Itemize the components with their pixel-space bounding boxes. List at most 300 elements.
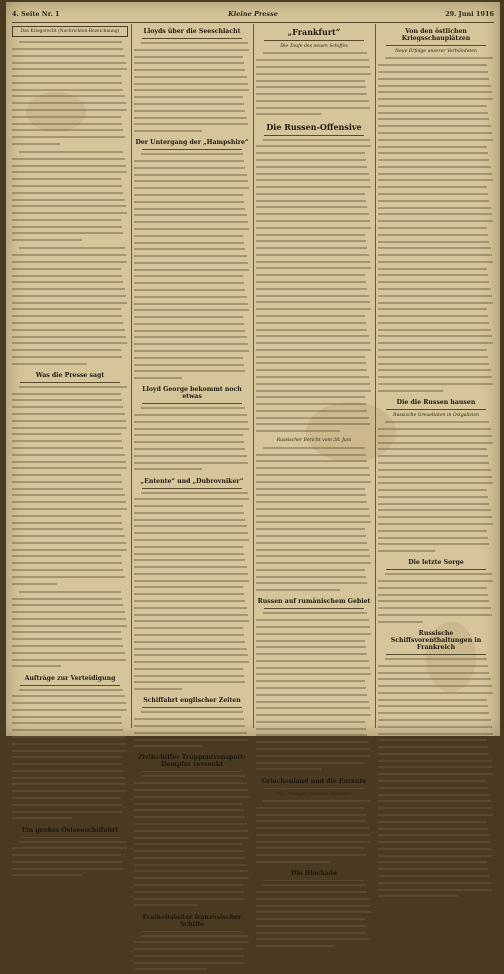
text-line [12,68,128,73]
text-line [256,86,372,91]
headline-divider [142,403,242,404]
text-line [378,125,494,130]
text-line [378,794,494,799]
text-line [378,509,494,514]
text-line [12,689,128,694]
article-body [378,421,494,555]
text-line [378,600,494,605]
text-line [12,247,128,252]
text-line [256,619,372,624]
text-line [134,492,250,497]
article-body [256,612,372,773]
text-line [134,898,250,903]
text-line [134,103,250,108]
text-line [256,905,372,910]
text-line [12,322,128,327]
text-line [12,95,128,100]
text-line [134,546,250,551]
text-line [256,383,372,388]
text-line [12,158,128,163]
text-line [134,89,250,94]
text-line [378,139,494,144]
text-line [134,208,250,213]
text-line [12,549,128,554]
text-line [12,151,128,156]
text-line [134,935,250,940]
text-line [256,410,372,415]
text-line [378,241,494,246]
text-line [378,580,494,585]
text-line [12,123,128,128]
text-line [12,413,128,418]
text-line [378,868,494,873]
text-line [256,322,372,327]
text-line [256,582,372,587]
text-line [134,580,250,585]
text-line [134,593,250,598]
text-line [256,800,372,805]
text-line [12,302,128,307]
text-line [134,775,250,780]
text-line [12,481,128,486]
text-line [378,665,494,670]
text-line [134,303,250,308]
text-line [378,98,494,103]
text-line [256,145,372,150]
text-line [134,201,250,206]
text-line [378,780,494,785]
text-line [378,733,494,738]
article-subheading: Die Taufe des neuen Schiffes [280,44,348,49]
newspaper-page [6,2,500,928]
text-line [134,296,250,301]
text-line [256,100,372,105]
text-line [12,804,128,809]
text-line [256,884,372,889]
text-line [378,349,494,354]
article-headline: Lloyds über die Seeschlacht [143,28,241,35]
text-line [378,523,494,528]
article-headline: Die Russen-Offensive [266,121,362,132]
text-line [256,308,372,313]
text-line [378,322,494,327]
text-line [12,729,128,734]
text-line [12,192,128,197]
text-line [134,377,250,382]
text-line [378,247,494,252]
text-line [12,777,128,782]
text-line [134,607,250,612]
text-line [378,179,494,184]
article-body [134,407,250,473]
text-line [256,467,372,472]
text-line [134,194,250,199]
column-3 [256,24,372,878]
article-headline: Lloyd George bekommt noch etwas [142,386,242,401]
text-line [256,59,372,64]
text-line [12,542,128,547]
text-line [256,93,372,98]
text-line [134,255,250,260]
text-line [256,113,372,118]
text-line [134,242,250,247]
article-body [378,658,494,901]
text-line [378,213,494,218]
text-line [134,370,250,375]
text-line [256,521,372,526]
column-4 [378,24,494,728]
text-line [134,282,250,287]
article-body [134,492,250,694]
article-body [256,800,372,866]
text-line [256,281,372,286]
text-line [378,91,494,96]
text-line [378,274,494,279]
text-line [134,573,250,578]
text-line [378,503,494,508]
text-line [12,433,128,438]
text-line [12,591,128,596]
text-line [256,342,372,347]
text-line [134,248,250,253]
text-line [12,406,128,411]
text-line [256,362,372,367]
article-headline: „Frankfurt“ [287,27,341,37]
text-line [256,474,372,479]
text-line [134,675,250,680]
text-line [256,315,372,320]
text-line [12,356,128,361]
text-line [134,130,250,135]
text-line [12,349,128,354]
text-line [134,498,250,503]
text-line [256,206,372,211]
text-line [134,167,250,172]
text-line [378,421,494,426]
text-line [256,535,372,540]
text-line [378,821,494,826]
text-line [12,625,128,630]
text-line [134,782,250,787]
article-headline: Russische Schiffsvorenthaltungen in Frankreich [390,629,482,651]
text-line [378,482,494,487]
text-line [256,152,372,157]
text-line [134,455,250,460]
text-line [378,773,494,778]
text-line [256,349,372,354]
text-line [134,614,250,619]
text-line [12,143,128,148]
text-line [12,62,128,67]
text-line [256,728,372,733]
text-line [256,714,372,719]
text-line [378,268,494,273]
text-line [256,640,372,645]
text-line [256,945,372,950]
text-line [12,165,128,170]
text-line [134,275,250,280]
text-line [134,350,250,355]
text-line [12,604,128,609]
text-line [256,403,372,408]
headline-divider [142,149,242,150]
text-line [134,627,250,632]
text-line [12,386,128,391]
text-line [12,342,128,347]
text-line [134,56,250,61]
text-line [378,587,494,592]
text-line [378,807,494,812]
text-line [134,857,250,862]
text-line [134,830,250,835]
article-body [378,573,494,626]
text-line [134,962,250,967]
text-line [256,569,372,574]
headline-divider [264,788,364,789]
text-line [378,699,494,704]
text-line [256,891,372,896]
column-rule [131,24,132,728]
text-line [378,678,494,683]
text-line [12,268,128,273]
text-line [134,732,250,737]
text-line [256,626,372,631]
text-line [256,329,372,334]
text-line [256,494,372,499]
text-line [256,508,372,513]
text-line [378,875,494,880]
text-line [12,659,128,664]
text-line [134,843,250,848]
text-line [12,528,128,533]
headline-divider [142,707,242,708]
text-line [134,948,250,953]
text-line [256,454,372,459]
text-line [256,139,372,144]
text-line [12,427,128,432]
article-subheading: Russische Greueltaten in Ostgalizien [392,412,479,418]
text-line [378,614,494,619]
text-line [378,57,494,62]
text-line [134,796,250,801]
text-line [134,968,250,973]
page-number: 4. Seite Nr. 1 [12,10,60,18]
text-line [12,82,128,87]
text-line [12,440,128,445]
text-line [134,123,250,128]
text-line [256,193,372,198]
text-line [12,232,128,237]
text-line [378,302,494,307]
text-line [134,343,250,348]
text-line [12,618,128,623]
text-line [256,52,372,57]
text-line [134,309,250,314]
text-line [378,882,494,887]
text-line [256,200,372,205]
text-line [378,889,494,894]
text-line [378,658,494,663]
text-line [256,240,372,245]
article-body [256,139,372,436]
text-line [134,336,250,341]
text-line [12,474,128,479]
text-line [256,488,372,493]
text-line [134,745,250,750]
text-line [12,665,128,670]
text-line [134,462,250,467]
text-line [256,701,372,706]
text-line [378,692,494,697]
text-line [256,633,372,638]
text-line [134,877,250,882]
text-line [12,129,128,134]
text-line [12,494,128,499]
text-line [256,227,372,232]
text-line [256,911,372,916]
text-line [378,152,494,157]
text-line [378,85,494,90]
text-line [378,800,494,805]
text-line [134,316,250,321]
article-body [12,841,128,880]
article-body [134,935,250,974]
text-line [12,48,128,53]
text-line [378,220,494,225]
article-body [12,689,128,823]
headline-divider [20,837,120,838]
text-line [134,955,250,960]
text-line [256,861,372,866]
text-line [134,364,250,369]
text-line [378,760,494,765]
text-line [378,489,494,494]
text-line [134,269,250,274]
text-line [12,790,128,795]
text-line [12,722,128,727]
text-line [378,848,494,853]
text-line [12,841,128,846]
text-line [12,89,128,94]
text-line [378,342,494,347]
text-line [134,76,250,81]
text-line [12,55,128,60]
text-line [378,383,494,388]
text-line [12,254,128,259]
boxed-notice: Das Kriegsrecht (Nachrichten-Bezeichnung) [12,26,128,37]
text-line [256,814,372,819]
text-line [378,193,494,198]
text-line [134,160,250,165]
text-line [256,938,372,943]
text-line [256,501,372,506]
text-line [256,847,372,852]
text-line [378,895,494,900]
text-line [134,654,250,659]
text-line [378,442,494,447]
text-line [134,505,250,510]
text-line [12,420,128,425]
text-line [12,736,128,741]
article-body [134,153,250,382]
text-line [12,763,128,768]
article-headline: Freiheitsleiter französischer Schiffe [142,913,242,928]
text-line [378,573,494,578]
text-line [12,102,128,107]
text-line [256,653,372,658]
text-line [256,734,372,739]
text-line [256,562,372,567]
text-line [378,227,494,232]
text-line [134,448,250,453]
headline-divider [142,771,242,772]
text-line [12,702,128,707]
text-line [378,746,494,751]
text-line [256,898,372,903]
text-line [378,828,494,833]
text-line [256,528,372,533]
text-line [378,462,494,467]
article-body [256,884,372,950]
text-line [378,607,494,612]
text-line [12,638,128,643]
text-line [134,539,250,544]
text-line [134,711,250,716]
text-line [256,646,372,651]
text-line [12,454,128,459]
text-line [134,174,250,179]
column-1 [12,24,128,834]
text-line [378,335,494,340]
text-line [378,315,494,320]
text-line [134,42,250,47]
article-headline: Was die Presse sagt [35,371,105,379]
text-line [134,49,250,54]
text-line [378,428,494,433]
text-line [378,621,494,626]
text-line [134,214,250,219]
article-headline: Der Untergang der „Hampshire“ [135,139,249,147]
text-line [12,171,128,176]
text-line [378,537,494,542]
column-2 [134,24,250,928]
text-line [378,787,494,792]
text-line [378,288,494,293]
text-line [378,207,494,212]
text-line [12,770,128,775]
text-line [378,841,494,846]
text-line [256,555,372,560]
text-line [134,688,250,693]
text-line [378,173,494,178]
text-line [12,716,128,721]
text-line [134,904,250,909]
text-line [378,261,494,266]
newspaper-title: Kleine Presse [228,10,278,18]
article-headline: Ein großes Ostseeschiffahrt [21,826,119,834]
text-line [256,918,372,923]
article-headline: „Entente“ und „Dubrovniker“ [140,477,244,485]
text-line [12,743,128,748]
text-line [12,562,128,567]
text-line [134,789,250,794]
text-line [134,117,250,122]
text-line [12,261,128,266]
text-line [378,118,494,123]
text-line [12,783,128,788]
article-subheading: Die Triumphe falscher Bändigen [276,791,352,797]
text-line [134,180,250,185]
